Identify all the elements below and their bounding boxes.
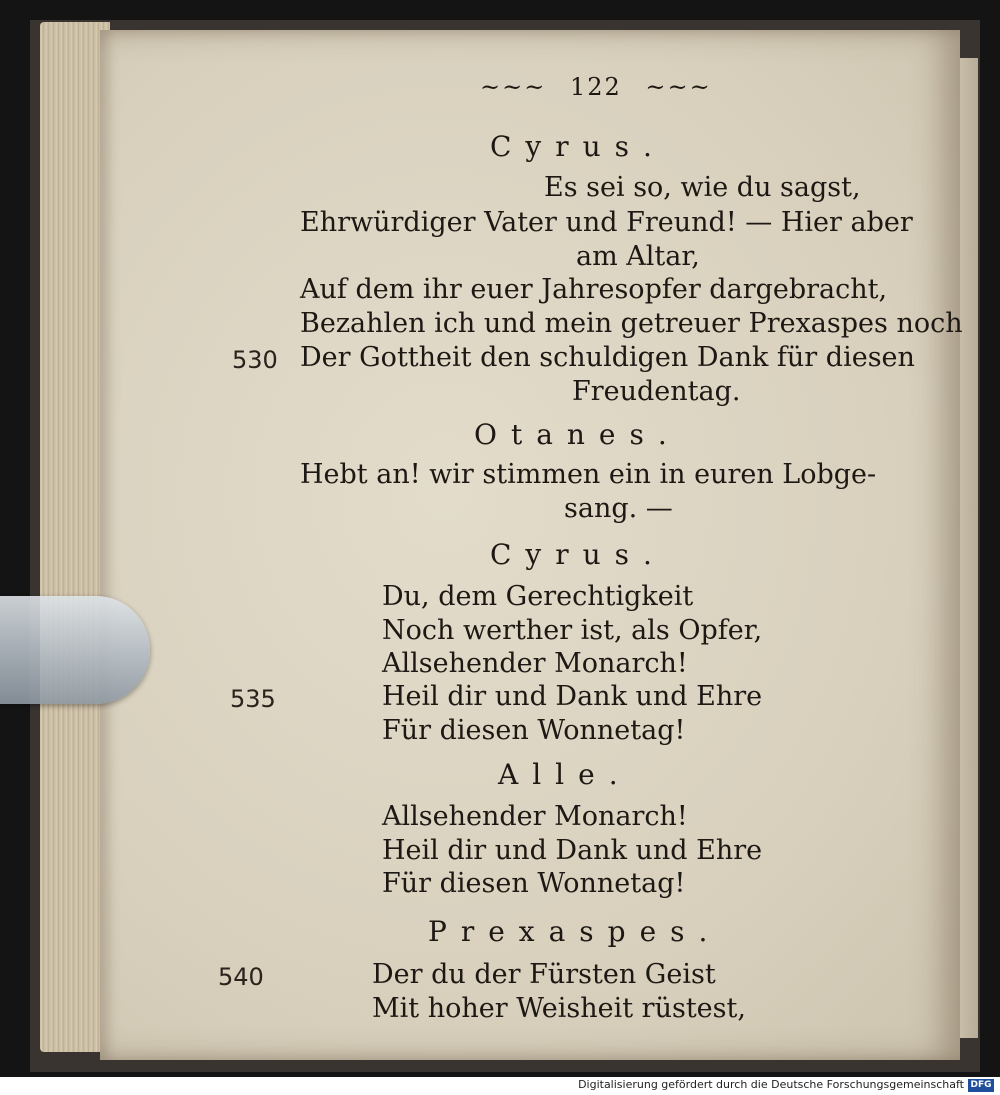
verse-line: Der du der Fürsten Geist [372,959,716,990]
page-header [480,70,712,104]
speaker-heading: Prexaspes. [428,915,722,948]
verse-line: Freudentag. [572,376,741,407]
verse-line: Bezahlen ich und mein getreuer Prexaspes noch [300,308,963,339]
verse-line: sang. — [564,493,673,524]
verse-line: Es sei so, wie du sagst, [544,172,861,203]
ornament-left: ~~~ [480,73,547,101]
speaker-heading: Alle. [498,758,632,791]
ornament-right: ~~~ [645,73,712,101]
speaker-heading: Cyrus. [490,538,666,571]
book-page [100,30,963,1060]
verse-line: Hebt an! wir stimmen ein in euren Lobge- [300,459,877,490]
verse-line: Heil dir und Dank und Ehre [382,681,763,712]
verse-line: Allsehender Monarch! [382,801,688,832]
verse-line: Der Gottheit den schuldigen Dank für diesen [300,342,915,373]
verse-line: Du, dem Gerechtigkeit [382,581,694,612]
speaker-heading: Otanes. [474,418,681,451]
line-number: 535 [230,685,276,713]
glass-page-holder [0,596,150,704]
verse-line: Auf dem ihr euer Jahresopfer dargebracht, [300,274,888,305]
dfg-logo: DFG [968,1079,994,1092]
page-number: 122 [569,73,622,101]
verse-line: Noch werther ist, als Opfer, [382,615,763,646]
line-number: 530 [232,346,278,374]
footer-credit: Digitalisierung gefördert durch die Deutsche Forschungsgemeinschaft [578,1078,964,1091]
line-number: 540 [218,963,264,991]
verse-line: Mit hoher Weisheit rüstest, [372,993,746,1024]
speaker-heading: Cyrus. [490,130,666,163]
verse-line: Für diesen Wonnetag! [382,715,686,746]
verse-line: Ehrwürdiger Vater und Freund! — Hier aber [300,207,913,238]
verse-line: Für diesen Wonnetag! [382,868,686,899]
verse-line: am Altar, [576,241,700,272]
verse-line: Heil dir und Dank und Ehre [382,835,763,866]
verse-line: Allsehender Monarch! [382,648,688,679]
footer-bar [0,1077,1000,1095]
